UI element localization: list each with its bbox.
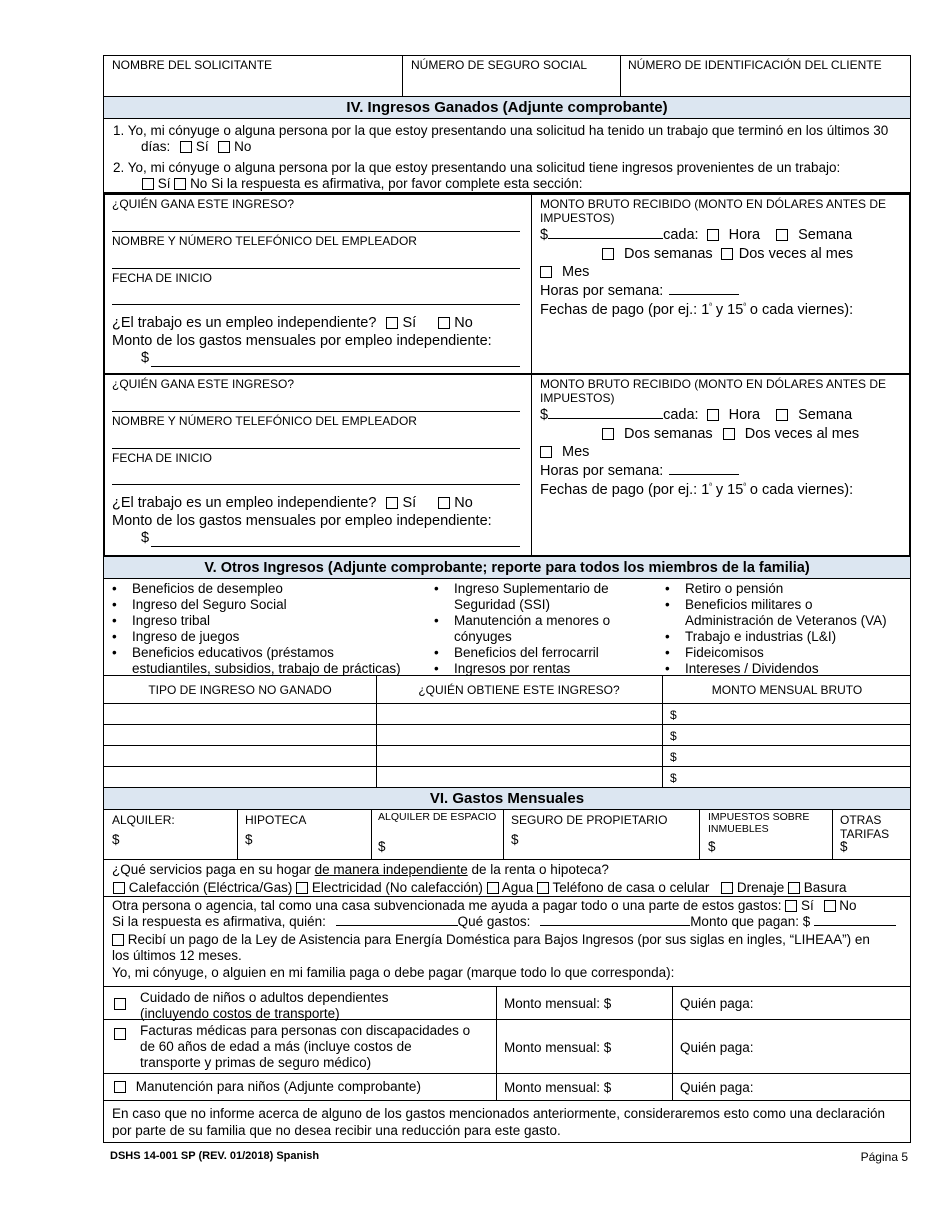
job2-who-field[interactable] [112, 411, 520, 412]
garbage-checkbox[interactable] [788, 882, 800, 894]
table-row[interactable] [103, 746, 911, 767]
care-label-2: (incluyendo costos de transporte) [140, 1006, 340, 1021]
job-block-2 [103, 375, 911, 557]
job1-start-field[interactable] [112, 304, 520, 305]
job1-gross-label: MONTO BRUTO RECIBIDO (MONTO EN DÓLARES ANTES DE IMPUESTOS) [540, 197, 887, 225]
job1-fechas-end: o cada viernes): [745, 302, 854, 318]
income-type-item-cont: estudiantiles, subsidios, trabajo de prácticas) [132, 661, 401, 676]
applicant-header-row [103, 55, 911, 97]
form-page [103, 55, 911, 1143]
job1-expenses-label: Monto de los gastos mensuales por empleo independiente: [112, 333, 492, 349]
disclaimer-row [103, 1101, 911, 1143]
job1-horas-label: Horas por semana: [540, 283, 664, 299]
job1-dos-semanas-label: Dos semanas [624, 246, 713, 262]
electricity-label: Electricidad (No calefacción) [311, 880, 483, 895]
child-support-who-pays-label[interactable]: Quién paga: [680, 1080, 754, 1095]
job2-self-yes-label: Sí [402, 495, 417, 511]
amount-pay-label: Monto que pagan: $ [690, 914, 811, 929]
job1-mes-checkbox[interactable] [540, 266, 552, 278]
income-type-item: • Fideicomisos [657, 645, 912, 661]
child-support-row [103, 1074, 911, 1101]
job1-who-label: ¿QUIÉN GANA ESTE INGRESO? [112, 197, 295, 211]
section-4-title: IV. Ingresos Ganados (Adjunte comprobante) [103, 97, 911, 119]
rent-dollar[interactable]: $ [112, 832, 120, 847]
section-5-title: V. Otros Ingresos (Adjunte comprobante; reporte para todos los miembros de la familia) [103, 557, 911, 579]
q2-text: 2. Yo, mi cónyuge o alguna persona por la que estoy presentando una solicitud tiene ingresos provenientes de un trabajo: [113, 160, 841, 175]
income-type-item-cont: Administración de Veteranos (VA) [685, 613, 887, 628]
job1-dos-veces-label: Dos veces al mes [738, 246, 854, 262]
job1-mes-label: Mes [562, 264, 590, 280]
care-who-pays-label[interactable]: Quién paga: [680, 996, 754, 1011]
amount-dollar: $ [670, 729, 677, 743]
job2-self-yes-checkbox[interactable] [386, 497, 398, 509]
amount-dollar: $ [670, 771, 677, 785]
job1-expenses-dollar: $ [141, 350, 150, 366]
water-checkbox[interactable] [487, 882, 499, 894]
garbage-label: Basura [803, 880, 847, 895]
q1-cont: días: [141, 139, 171, 154]
liheaa-checkbox[interactable] [112, 934, 124, 946]
heating-label: Calefacción (Eléctrica/Gas) [128, 880, 293, 895]
disclaimer-text: En caso que no informe acerca de alguno de los gastos mencionados anteriormente, consideraremos esto como una declaración por parte de su familia que no desea recibir una reducción para este gasto. [112, 1106, 885, 1138]
income-type-item: • Ingreso tribal [104, 613, 414, 629]
job1-hora-checkbox[interactable] [707, 229, 719, 241]
income-type-item-cont: Seguridad (SSI) [454, 597, 551, 612]
amount-dollar: $ [670, 750, 677, 764]
income-type-item: • Beneficios de desempleo [104, 581, 414, 597]
family-pays-text: Yo, mi cónyuge, o alguien en mi familia paga o debe pagar (marque todo lo que corresponda): [112, 965, 675, 980]
job1-start-label: FECHA DE INICIO [112, 271, 213, 285]
agency-yes-label: Sí [800, 898, 814, 913]
job2-expenses-label: Monto de los gastos mensuales por empleo independiente: [112, 513, 492, 529]
child-support-monthly-label[interactable]: Monto mensual: $ [504, 1080, 612, 1095]
q2-yes-checkbox[interactable] [142, 178, 154, 190]
job2-dos-semanas-label: Dos semanas [624, 426, 713, 442]
income-type-item-cont: cónyuges [454, 629, 512, 644]
q2-no-label: No [190, 176, 208, 191]
q2-yes-label: Sí [157, 176, 171, 191]
job2-mes-checkbox[interactable] [540, 446, 552, 458]
job2-fechas-sup15: ª [743, 483, 746, 491]
job1-fechas-sup15: ª [743, 303, 746, 311]
job1-dos-semanas-checkbox[interactable] [602, 248, 614, 260]
job2-employer-field[interactable] [112, 448, 520, 449]
job2-expenses-field[interactable] [151, 546, 520, 547]
job2-semana-checkbox[interactable] [776, 409, 788, 421]
job-block-1 [103, 193, 911, 375]
medical-who-pays-label[interactable]: Quién paga: [680, 1040, 754, 1055]
job1-self-no-checkbox[interactable] [438, 317, 450, 329]
q2-note: Si la respuesta es afirmativa, por favor complete esta sección: [211, 176, 583, 191]
job2-start-field[interactable] [112, 484, 520, 485]
job1-self-yes-label: Sí [402, 315, 417, 331]
income-type-item: • Ingreso del Seguro Social [104, 597, 414, 613]
job1-self-question: ¿El trabajo es un empleo independiente? [112, 315, 377, 331]
insurance-label: SEGURO DE PROPIETARIO [511, 813, 668, 827]
job1-fechas [540, 302, 853, 318]
tax-dollar[interactable]: $ [708, 839, 716, 854]
medical-label-3: transporte y primas de seguro médico) [140, 1055, 372, 1070]
other-fees-dollar[interactable]: $ [840, 839, 848, 854]
who-label: Si la respuesta es afirmativa, quién: [112, 914, 326, 929]
expenses-row [103, 810, 911, 860]
job2-fechas-y: y 15 [711, 482, 744, 498]
page-number: Página 5 [860, 1150, 908, 1164]
medical-label-2: de 60 años de edad a más (incluye costos de [140, 1039, 412, 1054]
utilities-row [103, 860, 911, 897]
job2-expenses-dollar: $ [141, 530, 150, 546]
agency-no-checkbox[interactable] [824, 900, 836, 912]
income-types-list [103, 579, 911, 676]
child-support-checkbox[interactable] [114, 1081, 126, 1093]
phone-label: Teléfono de casa o celular [552, 880, 710, 895]
applicant-name-label: NOMBRE DEL SOLICITANTE [112, 58, 273, 72]
job1-self-no-label: No [454, 315, 473, 331]
other-fees-label: OTRAS TARIFAS [840, 813, 890, 841]
heating-checkbox[interactable] [113, 882, 125, 894]
job1-employer-label: NOMBRE Y NÚMERO TELEFÓNICO DEL EMPLEADOR [112, 234, 417, 248]
which-expenses-label: Qué gastos: [457, 914, 531, 929]
th-who: ¿QUIÉN OBTIENE ESTE INGRESO? [418, 683, 620, 697]
water-label: Agua [501, 880, 534, 895]
income-type-item: • Manutención a menores o [426, 613, 656, 629]
income-type-item: • Retiro o pensión [657, 581, 912, 597]
job2-fechas [540, 482, 853, 498]
job2-hora-label: Hora [728, 407, 761, 423]
form-id: DSHS 14-001 SP (REV. 01/2018) Spanish [110, 1150, 320, 1162]
th-type: TIPO DE INGRESO NO GANADO [148, 683, 332, 697]
job2-horas-field[interactable] [669, 474, 739, 475]
mortgage-dollar[interactable]: $ [245, 832, 253, 847]
q1-no-label: No [234, 139, 252, 154]
phone-checkbox[interactable] [537, 882, 549, 894]
table-row[interactable] [103, 725, 911, 746]
job1-hora-label: Hora [728, 227, 761, 243]
income-type-item: • Ingreso Suplementario de [426, 581, 656, 597]
medical-row [103, 1020, 911, 1074]
job2-fechas-sup1: ª [709, 483, 712, 491]
income-type-item: • Beneficios educativos (préstamos [104, 645, 414, 661]
liheaa-text-2: los últimos 12 meses. [112, 948, 242, 963]
amount-pay-field[interactable] [814, 925, 896, 926]
ssn-label: NÚMERO DE SEGURO SOCIAL [411, 58, 588, 72]
job2-dos-veces-label: Dos veces al mes [744, 426, 860, 442]
medical-checkbox[interactable] [114, 1028, 126, 1040]
who-field[interactable] [336, 925, 458, 926]
job2-mes-label: Mes [562, 444, 590, 460]
job2-self-no-label: No [454, 495, 473, 511]
job2-self-question: ¿El trabajo es un empleo independiente? [112, 495, 377, 511]
job2-gross-label: MONTO BRUTO RECIBIDO (MONTO EN DÓLARES ANTES DE IMPUESTOS) [540, 377, 887, 405]
care-checkbox[interactable] [114, 998, 126, 1010]
q1-no-checkbox[interactable] [218, 141, 230, 153]
section-6-title: VI. Gastos Mensuales [103, 788, 911, 810]
medical-label: Facturas médicas para personas con discapacidades o [140, 1023, 471, 1038]
job1-employer-field[interactable] [112, 268, 520, 269]
income-type-item: • Ingreso de juegos [104, 629, 414, 645]
tax-label: IMPUESTOS SOBRE INMUEBLES [708, 811, 810, 835]
job1-expenses-field[interactable] [151, 366, 520, 367]
job1-gross-dollar: $ [540, 227, 549, 243]
q1-text: 1. Yo, mi cónyuge o alguna persona por la que estoy presentando una solicitud ha tenido un trabajo que terminó en los últimos 30 [113, 123, 889, 138]
which-expenses-field[interactable] [540, 925, 690, 926]
unearned-table-header [103, 676, 911, 704]
job1-dos-veces-checkbox[interactable] [721, 248, 733, 260]
care-monthly-label[interactable]: Monto mensual: $ [504, 996, 612, 1011]
job1-semana-label: Semana [798, 227, 853, 243]
sewer-checkbox[interactable] [721, 882, 733, 894]
amount-dollar: $ [670, 708, 677, 722]
services-question-b: de la renta o hipoteca? [467, 862, 609, 877]
sewer-label: Drenaje [736, 880, 785, 895]
job2-semana-label: Semana [798, 407, 853, 423]
services-question-underline: de manera independiente [314, 862, 468, 877]
income-type-item: • Trabajo e industrias (L&I) [657, 629, 912, 645]
job2-hora-checkbox[interactable] [707, 409, 719, 421]
liheaa-text: Recibí un pago de la Ley de Asistencia para Energía Doméstica para Bajos Ingresos (por sus siglas en ingles, “LIHEAA”) en [127, 932, 870, 947]
job2-employer-label: NOMBRE Y NÚMERO TELEFÓNICO DEL EMPLEADOR [112, 414, 417, 428]
q2-no-checkbox[interactable] [174, 178, 186, 190]
medical-monthly-label[interactable]: Monto mensual: $ [504, 1040, 612, 1055]
child-support-label: Manutención para niños (Adjunte comprobante) [135, 1079, 421, 1094]
job1-fechas-text: Fechas de pago (por ej.: 1 [540, 302, 710, 318]
care-label: Cuidado de niños o adultos dependientes [140, 990, 389, 1005]
insurance-dollar[interactable]: $ [511, 832, 519, 847]
table-row[interactable] [103, 767, 911, 788]
job1-semana-checkbox[interactable] [776, 229, 788, 241]
job1-cada: cada: [663, 227, 699, 243]
job1-horas-field[interactable] [669, 294, 739, 295]
job2-who-label: ¿QUIÉN GANA ESTE INGRESO? [112, 377, 295, 391]
income-type-item: • Beneficios del ferrocarril [426, 645, 656, 661]
job2-start-label: FECHA DE INICIO [112, 451, 213, 465]
job1-who-field[interactable] [112, 231, 520, 232]
job2-dos-semanas-checkbox[interactable] [602, 428, 614, 440]
agency-no-label: No [839, 898, 857, 913]
job2-gross-dollar: $ [540, 407, 549, 423]
job1-self-yes-checkbox[interactable] [386, 317, 398, 329]
assistance-row [103, 897, 911, 987]
job2-gross-field[interactable] [548, 418, 663, 419]
job2-fechas-text: Fechas de pago (por ej.: 1 [540, 482, 710, 498]
space-rent-label: ALQUILER DE ESPACIO [378, 811, 497, 823]
job2-cada: cada: [663, 407, 699, 423]
agency-yes-checkbox[interactable] [785, 900, 797, 912]
section-4-questions [103, 119, 911, 193]
space-rent-dollar[interactable]: $ [378, 839, 386, 854]
rent-label: ALQUILER: [112, 813, 175, 827]
job1-fechas-sup1: ª [709, 303, 712, 311]
services-question-a: ¿Qué servicios paga en su hogar [112, 862, 315, 877]
client-id-label: NÚMERO DE IDENTIFICACIÓN DEL CLIENTE [628, 58, 882, 72]
job1-fechas-y: y 15 [711, 302, 744, 318]
th-amount: MONTO MENSUAL BRUTO [711, 683, 863, 697]
income-type-item: • Intereses / Dividendos [657, 661, 912, 677]
q1-yes-label: Sí [195, 139, 209, 154]
income-type-item: • Beneficios militares o [657, 597, 912, 613]
q1-yes-checkbox[interactable] [180, 141, 192, 153]
job2-fechas-end: o cada viernes): [745, 482, 854, 498]
care-row [103, 987, 911, 1020]
electricity-checkbox[interactable] [296, 882, 308, 894]
job1-gross-field[interactable] [548, 238, 663, 239]
mortgage-label: HIPOTECA [245, 813, 307, 827]
income-type-item: • Ingresos por rentas [426, 661, 656, 677]
job2-self-no-checkbox[interactable] [438, 497, 450, 509]
job2-horas-label: Horas por semana: [540, 463, 664, 479]
other-agency-text: Otra persona o agencia, tal como una casa subvencionada me ayuda a pagar todo o una parte de estos gastos: [112, 898, 782, 913]
job2-dos-veces-checkbox[interactable] [723, 428, 735, 440]
table-row[interactable] [103, 704, 911, 725]
